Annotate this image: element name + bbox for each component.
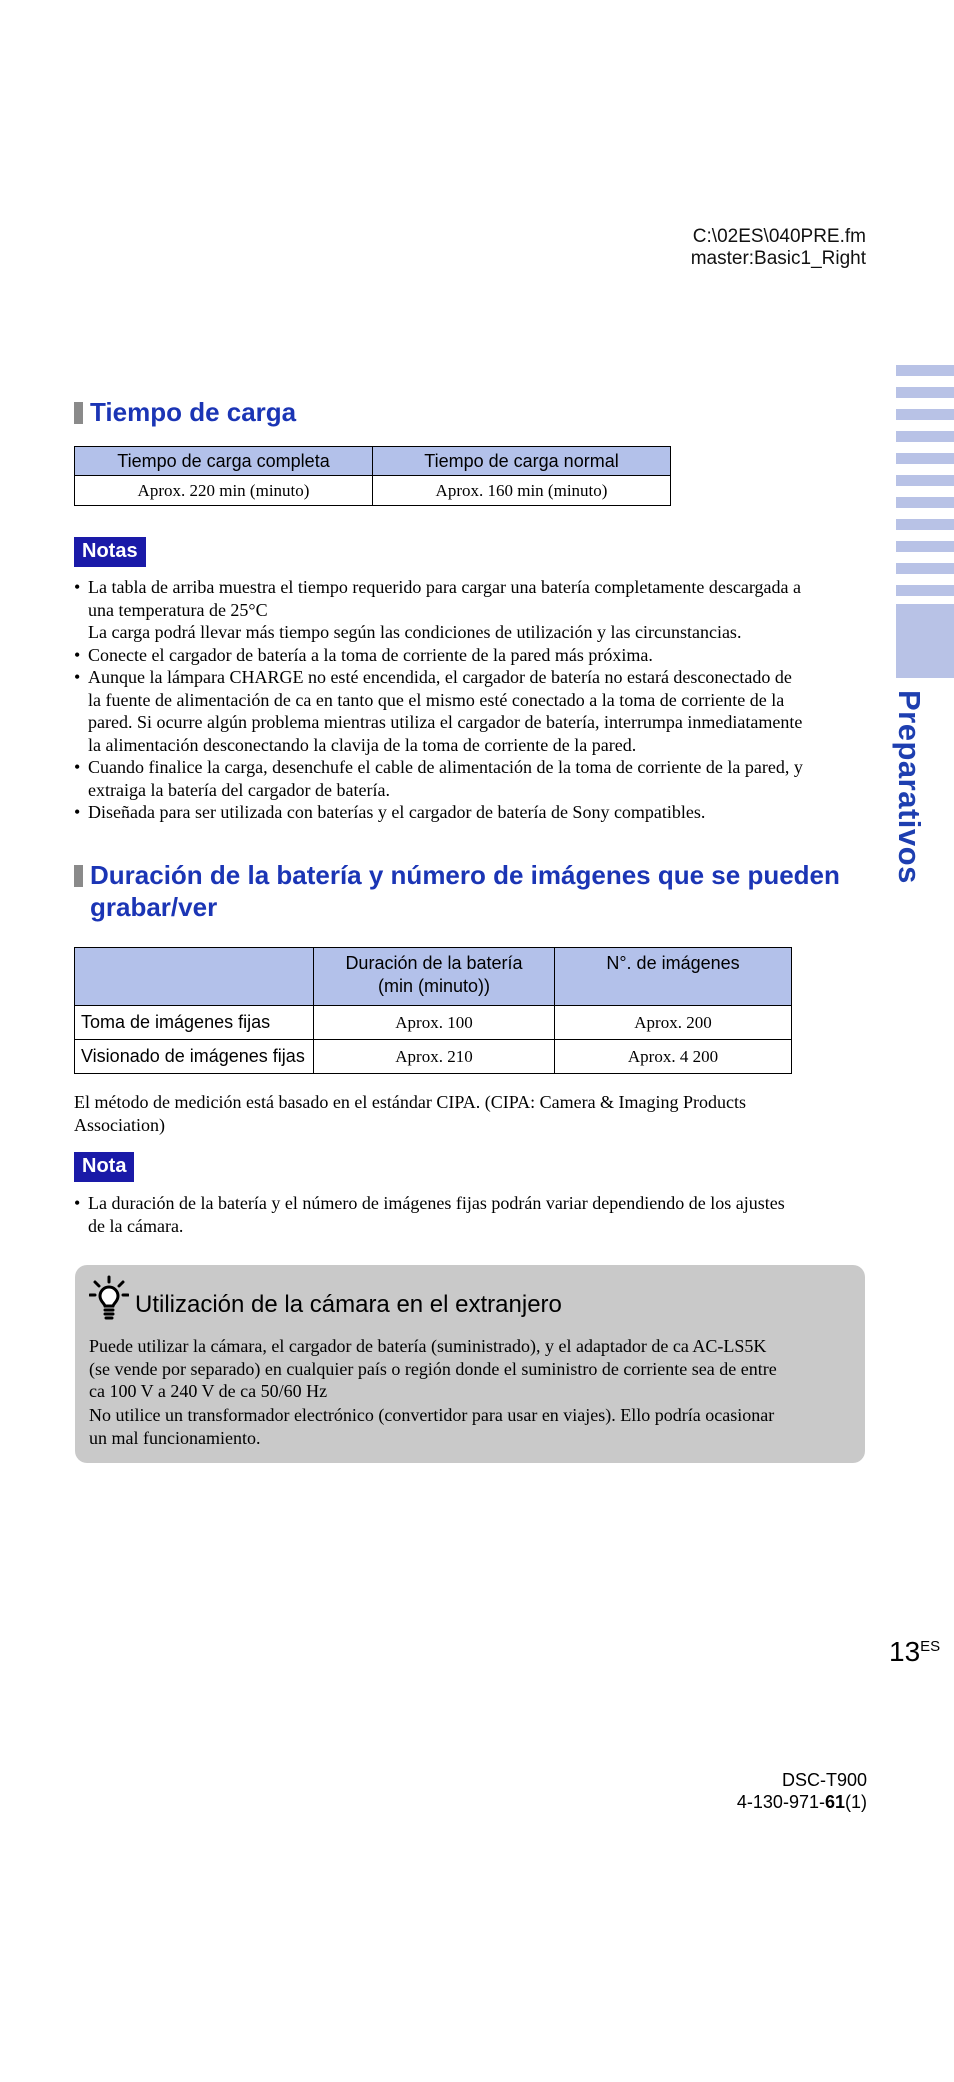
side-tab-label: Preparativos bbox=[892, 690, 927, 884]
list-item: • Aunque la lámpara CHARGE no esté encendida, el cargador de batería no estará desconectado de la fuente de alimentación de ca en tanto que el mismo esté conectado a la toma de corriente de la pared. Si ocurre algún problema mientras utiliza el cargador de batería, interrumpa inmediatamente la alimentación desconectando la clavija de la toma de corriente de la pared. bbox=[74, 667, 803, 755]
charge-time-table bbox=[74, 446, 671, 506]
table-cell: Aprox. 200 bbox=[555, 1006, 792, 1040]
heading-marker bbox=[74, 402, 83, 424]
tip-paragraph: Puede utilizar la cámara, el cargador de batería (suministrado), y el adaptador de ca AC-LS5K (se vende por separado) en cualquier país o región donde el suministro de corriente sea de entre ca 100 V a 240 V de ca 50/60 Hz bbox=[89, 1336, 777, 1401]
lightbulb-icon bbox=[89, 1275, 129, 1323]
tip-box bbox=[75, 1265, 865, 1463]
table-row bbox=[75, 1040, 792, 1074]
document-code: 4-130-971-61(1) bbox=[736, 1792, 867, 1812]
table-row bbox=[75, 1006, 792, 1040]
notes-list bbox=[74, 576, 864, 824]
section-title-line2: grabar/ver bbox=[90, 892, 218, 922]
tip-title: Utilización de la cámara en el extranjero bbox=[135, 1291, 562, 1318]
footer-info bbox=[737, 1769, 867, 1813]
table-cell: Aprox. 160 min (minuto) bbox=[373, 476, 671, 506]
heading-marker bbox=[74, 865, 83, 887]
table-header-cell: Tiempo de carga completa bbox=[75, 447, 373, 476]
section-heading-battery-life bbox=[74, 859, 840, 923]
table-cell: Aprox. 210 bbox=[314, 1040, 555, 1074]
table-header-empty bbox=[75, 948, 314, 1006]
notes-label: Notas bbox=[74, 537, 146, 567]
note-list bbox=[74, 1192, 864, 1237]
table-cell: Aprox. 4 200 bbox=[555, 1040, 792, 1074]
section-title-line1: Duración de la batería y número de imágenes que se pueden bbox=[90, 860, 840, 890]
row-label: Visionado de imágenes fijas bbox=[75, 1040, 314, 1074]
list-item: • La duración de la batería y el número de imágenes fijas podrán variar dependiendo de los ajustes de la cámara. bbox=[74, 1193, 785, 1236]
file-info bbox=[691, 226, 866, 270]
side-tab-stripes bbox=[896, 365, 954, 607]
list-item: • Conecte el cargador de batería a la toma de corriente de la pared más próxima. bbox=[74, 644, 653, 665]
measurement-note: El método de medición está basado en el estándar CIPA. (CIPA: Camera & Imaging Products Association) bbox=[74, 1092, 747, 1135]
section-heading-charge-time bbox=[74, 396, 296, 428]
file-path: C:\02ES\040PRE.fm bbox=[692, 226, 866, 247]
master-page: master:Basic1_Right bbox=[690, 248, 866, 269]
section-title: Tiempo de carga bbox=[90, 397, 297, 427]
model-name: DSC-T900 bbox=[781, 1770, 867, 1790]
tip-paragraph: No utilice un transformador electrónico (convertidor para usar en viajes). Ello podría ocasionar un mal funcionamiento. bbox=[89, 1405, 775, 1448]
list-item: • Cuando finalice la carga, desenchufe el cable de alimentación de la toma de corriente de la pared, y extraiga la batería del cargador de batería. bbox=[74, 757, 803, 800]
list-item: • La tabla de arriba muestra el tiempo requerido para cargar una batería completamente descargada a una temperatura de 25°C La carga podrá llevar más tiempo según las condiciones de utilización y las circunstancias. bbox=[74, 577, 801, 642]
table-header-cell: N°. de imágenes bbox=[555, 948, 792, 1006]
table-header-cell: Duración de la batería (min (minuto)) bbox=[314, 948, 555, 1006]
table-cell: Aprox. 100 bbox=[314, 1006, 555, 1040]
table-header-cell: Tiempo de carga normal bbox=[373, 447, 671, 476]
page-number: $13^{ES}$ bbox=[889, 1636, 941, 1667]
note-label: Nota bbox=[74, 1152, 134, 1182]
side-tab-block bbox=[896, 604, 954, 678]
table-cell: Aprox. 220 min (minuto) bbox=[75, 476, 373, 506]
list-item: • Diseñada para ser utilizada con baterías y el cargador de batería de Sony compatibles. bbox=[74, 802, 706, 822]
row-label: Toma de imágenes fijas bbox=[75, 1006, 314, 1040]
battery-life-table bbox=[74, 947, 792, 1074]
